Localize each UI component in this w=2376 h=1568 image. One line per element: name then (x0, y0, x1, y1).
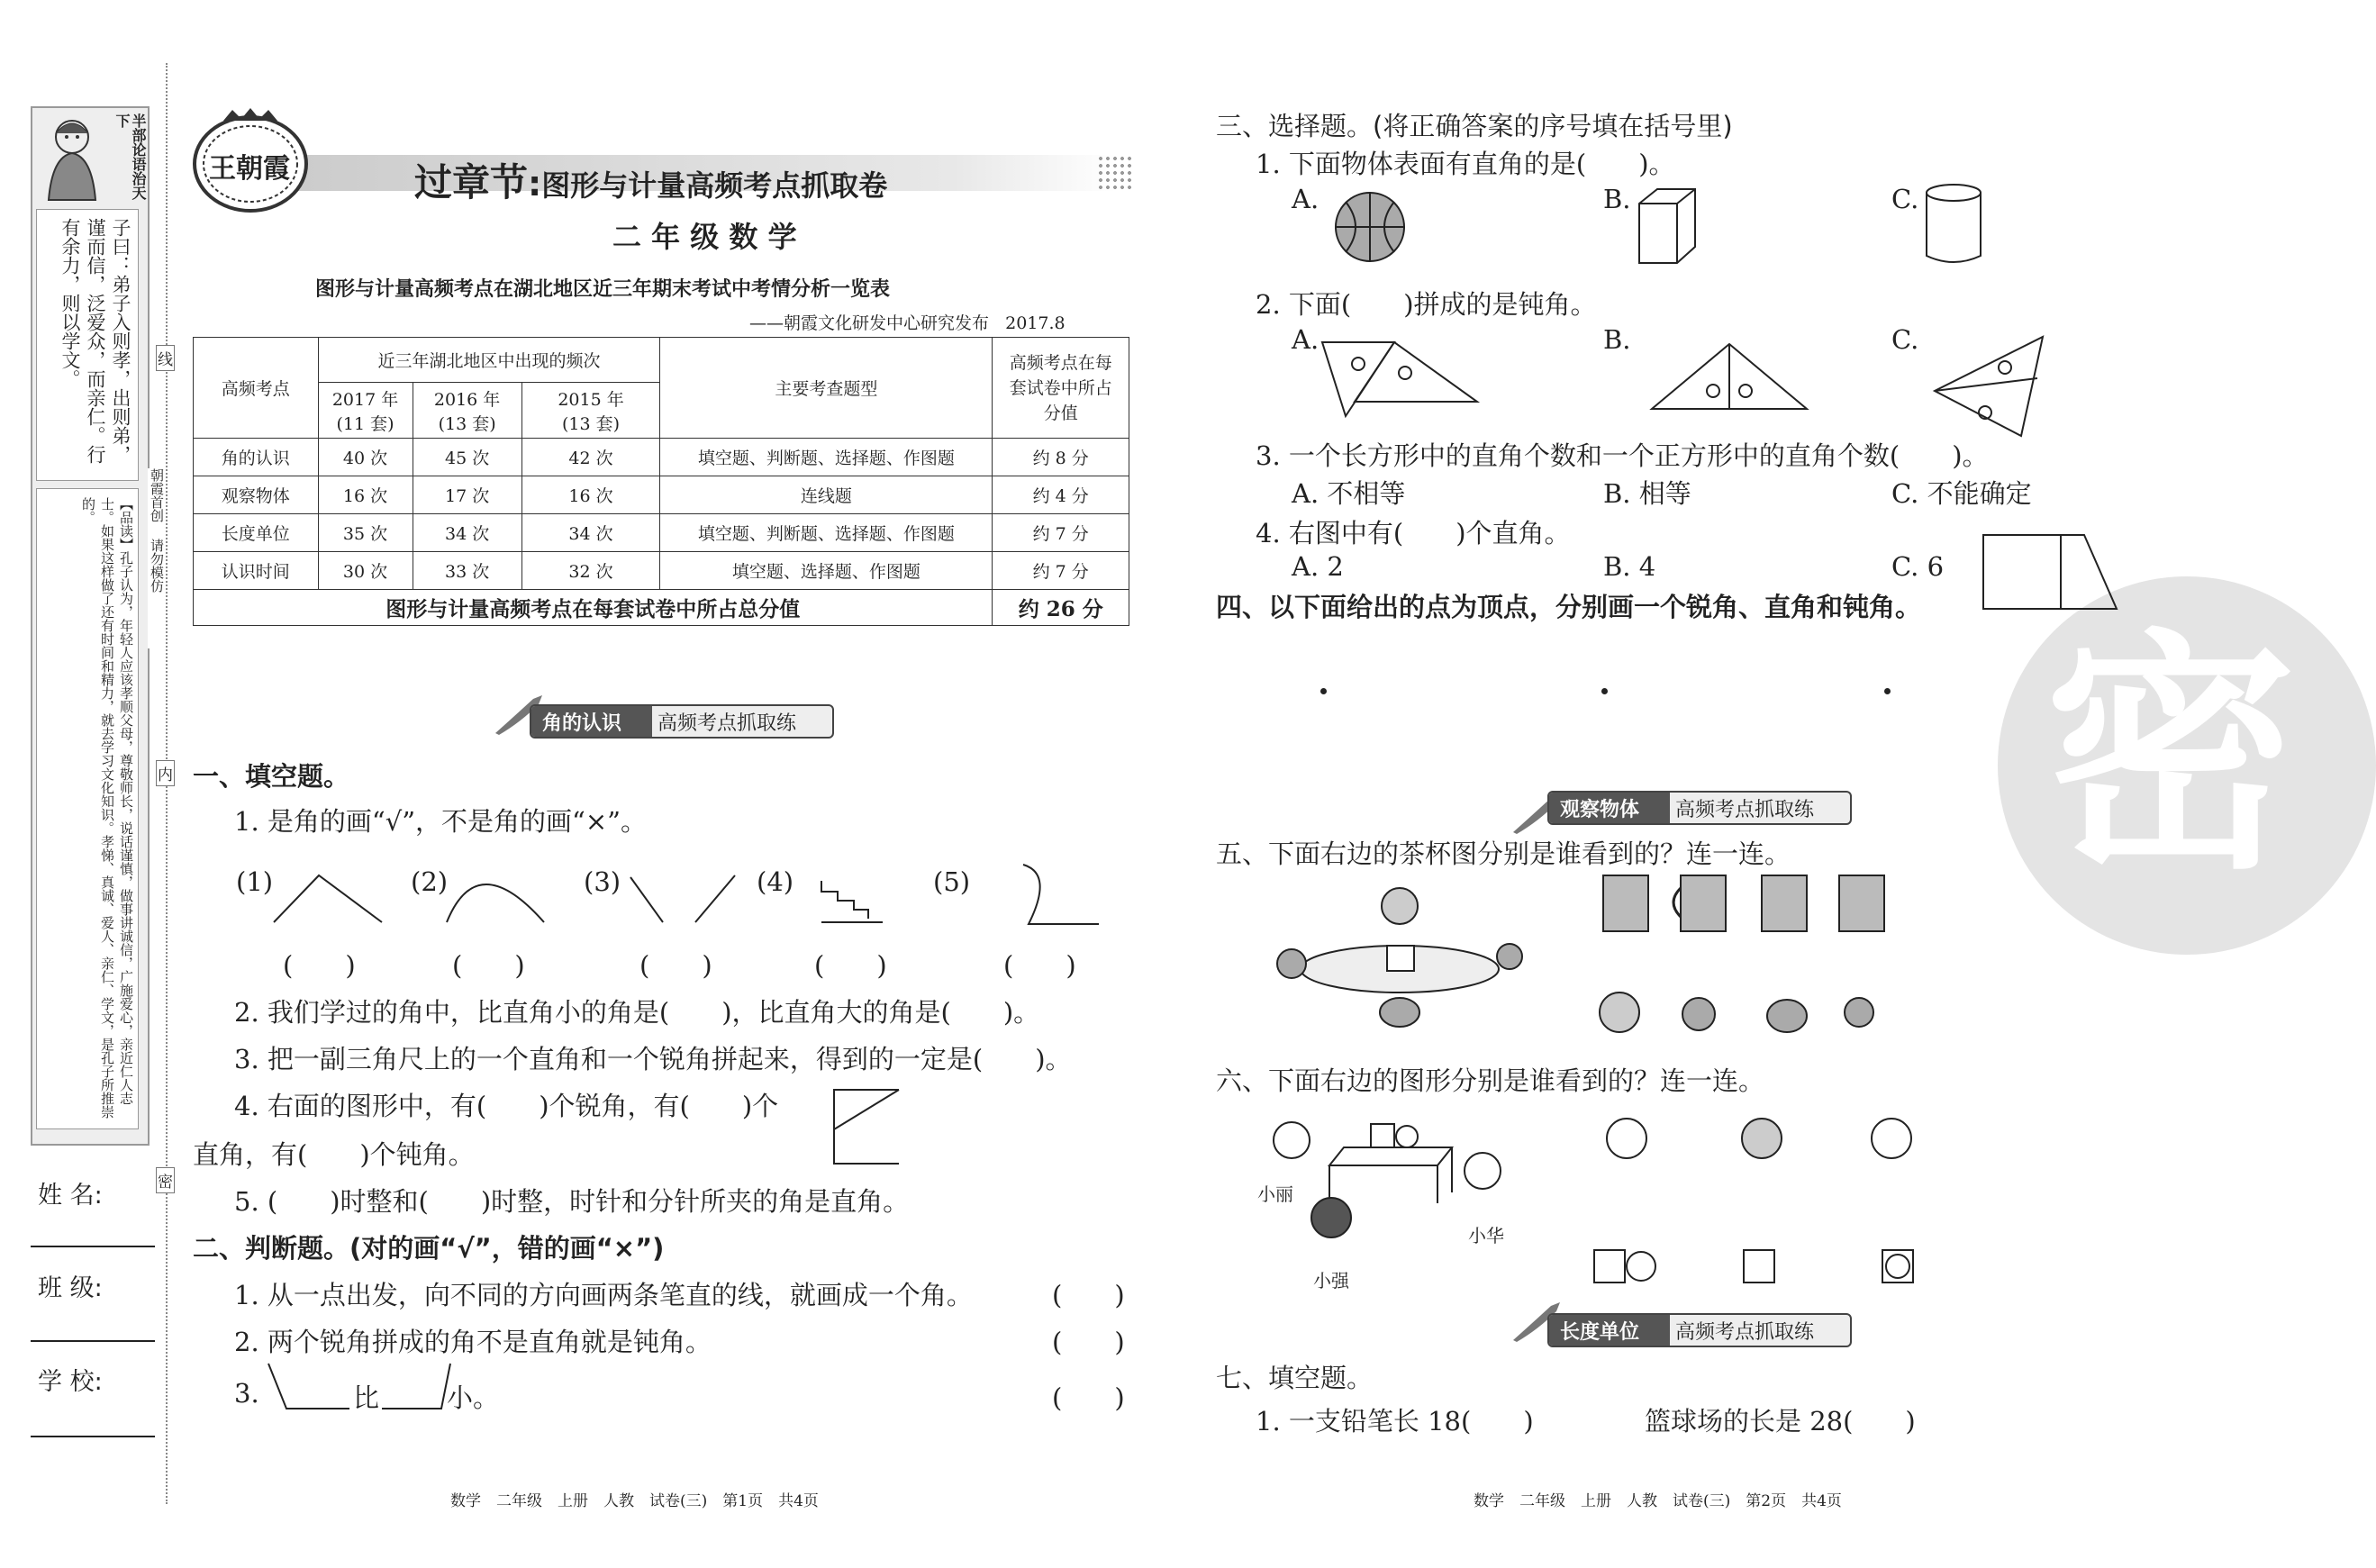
cell-2017: 16 次 (318, 476, 413, 514)
figure-angle-1 (274, 875, 382, 922)
part2-q3-num: 3. (234, 1378, 259, 1409)
p3q2-label-c: C. (1891, 324, 1919, 355)
title-rest: 图形与计量高频考点抓取卷 (541, 168, 888, 203)
p3q4-opt-a: A. 2 (1292, 551, 1344, 582)
shape-views (1591, 1246, 1924, 1288)
cuboid-icon (1636, 186, 1699, 267)
name-line[interactable] (31, 1246, 155, 1247)
banner-length (1547, 1313, 1852, 1347)
figure-stairs-4 (821, 881, 868, 919)
basketball-icon (1329, 189, 1410, 265)
title-prefix: 过章节 (414, 160, 529, 204)
th-types: 主要考查题型 (660, 338, 993, 439)
confucius-illustration (36, 112, 108, 202)
th-freq: 近三年湖北地区中出现的频次 (318, 338, 660, 383)
table-source-org: ——朝霞文化研发中心研究发布 (749, 313, 990, 333)
th-year-2017 (318, 383, 413, 439)
copyright-note: 朝霞首创 请勿模仿 (148, 468, 166, 648)
cell-2017: 35 次 (318, 514, 413, 552)
fold-mark-line: 线 (156, 345, 175, 371)
stats-table (193, 337, 1129, 626)
part1-heading: 一、填空题。 (193, 761, 350, 792)
part5-heading: 五、下面右边的茶杯图分别是谁看到的？连一连。 (1216, 838, 1791, 869)
p3q4-opt-c: C. 6 (1891, 551, 1945, 582)
banner-observe (1547, 791, 1852, 825)
total-value: 约 26 分 (993, 590, 1129, 626)
cell-score: 约 7 分 (993, 514, 1129, 552)
p3q2-label-b: B. (1603, 324, 1631, 355)
name-label: 姓 名: (38, 1182, 103, 1210)
cell-types: 填空题、判断题、选择题、作图题 (660, 514, 993, 552)
banner-observe-label: 高频考点抓取练 (1675, 798, 1815, 821)
banner-length-topic: 长度单位 (1549, 1315, 1670, 1346)
cell-2015: 16 次 (521, 476, 660, 514)
kid-views (1594, 1111, 1927, 1183)
q1-label-1: (1) (236, 866, 274, 897)
part3-q4: 4. 右图中有( )个直角。 (1256, 518, 1571, 548)
triangles-b (1648, 340, 1810, 412)
footer-right: 数学 二年级 上册 人教 试卷(三) 第2页 共4页 (1474, 1492, 1842, 1510)
part2-heading: 二、判断题。(对的画“√”，错的画“×”) (193, 1233, 665, 1264)
p3q1-label-b: B. (1603, 184, 1631, 214)
figure-curve-5 (1023, 865, 1099, 924)
q1-label-3: (3) (584, 866, 621, 897)
part3-q1: 1. 下面物体表面有直角的是( )。 (1256, 149, 1675, 179)
cell-2017: 30 次 (318, 552, 413, 590)
q1-answer-5[interactable]: ( ) (1003, 950, 1076, 981)
cell-2017: 40 次 (318, 439, 413, 476)
cell-topic: 认识时间 (194, 552, 319, 590)
page-title (414, 153, 887, 207)
animal-views (1589, 976, 1895, 1045)
table-source (749, 310, 1066, 334)
table-row (194, 552, 1129, 590)
table-row (194, 514, 1129, 552)
q1-label-5: (5) (933, 866, 971, 897)
th-year-label: 2015 年 (558, 389, 624, 410)
logo-text: 王朝霞 (209, 153, 290, 185)
title-colon: : (528, 164, 542, 204)
q1-answer-1[interactable]: ( ) (283, 950, 356, 981)
p3q4-figure (1978, 531, 2122, 612)
name-xiaoqiang: 小强 (1313, 1270, 1349, 1292)
th-year-label: 2016 年 (433, 389, 501, 410)
q1-label-4: (4) (757, 866, 794, 897)
q1-answer-4[interactable]: ( ) (814, 950, 887, 981)
p3q3-opt-b: B. 相等 (1603, 478, 1691, 509)
cell-2016: 34 次 (413, 514, 521, 552)
th-year-label: 2017 年 (331, 389, 399, 410)
cell-2016: 17 次 (413, 476, 521, 514)
part1-q4b: 直角，有( )个钝角。 (193, 1139, 475, 1170)
part2-q2: 2. 两个锐角拼成的角不是直角就是钝角。 (234, 1327, 712, 1357)
table-source-date: 2017.8 (1005, 313, 1066, 333)
vertex-dot-2[interactable] (1601, 688, 1608, 694)
school-label: 学 校: (38, 1368, 103, 1396)
cell-score: 约 4 分 (993, 476, 1129, 514)
th-year-sets: (13 套) (562, 413, 621, 434)
fold-mark-inner: 内 (156, 760, 175, 786)
desk-scene (1257, 1108, 1528, 1288)
figure-line-3b (695, 875, 735, 922)
part6-heading: 六、下面右边的图形分别是谁看到的？连一连。 (1216, 1065, 1765, 1096)
class-line[interactable] (31, 1340, 155, 1342)
table-row (194, 439, 1129, 476)
cell-topic: 观察物体 (194, 476, 319, 514)
q1-figures (261, 856, 1126, 937)
part7-q1a: 1. 一支铅笔长 18( ) (1256, 1406, 1534, 1437)
part3-q3: 3. 一个长方形中的直角个数和一个正方形中的直角个数( )。 (1256, 440, 1989, 471)
name-xiaoli: 小丽 (1257, 1183, 1293, 1205)
part2-q1-answer[interactable]: ( ) (1052, 1280, 1125, 1310)
school-line[interactable] (31, 1436, 155, 1437)
banner-angles (530, 704, 834, 739)
banner-observe-topic: 观察物体 (1549, 793, 1670, 823)
th-year-2015 (521, 383, 660, 439)
q1-label-2: (2) (411, 866, 449, 897)
cell-types: 填空题、判断题、选择题、作图题 (660, 439, 993, 476)
watermark-text: 密 (2045, 610, 2297, 903)
p3q1-label-c: C. (1891, 184, 1919, 214)
part1-q3: 3. 把一副三角尺上的一个直角和一个锐角拼起来，得到的一定是( )。 (234, 1044, 1072, 1074)
banner-angles-topic: 角的认识 (531, 706, 652, 737)
sidebar (31, 106, 146, 1142)
part2-q2-answer[interactable]: ( ) (1052, 1327, 1125, 1357)
q4-figure (830, 1086, 902, 1167)
footer-left: 数学 二年级 上册 人教 试卷(三) 第1页 共4页 (450, 1492, 819, 1510)
p3q2-label-a: A. (1292, 324, 1319, 355)
cell-types: 连线题 (660, 476, 993, 514)
banner-length-label: 高频考点抓取练 (1675, 1320, 1815, 1344)
cell-2016: 33 次 (413, 552, 521, 590)
total-label: 图形与计量高频考点在每套试卷中所占总分值 (194, 590, 993, 626)
th-score: 高频考点在每套试卷中所占分值 (993, 338, 1129, 439)
triangles-c (1931, 335, 2046, 441)
cell-types: 填空题、选择题、作图题 (660, 552, 993, 590)
banner-angles-label: 高频考点抓取练 (657, 711, 797, 735)
table-row (194, 476, 1129, 514)
name-xiaohua: 小华 (1468, 1225, 1504, 1246)
comment-text: 【品读】孔子认为，年轻人应该孝顺父母，尊敬师长，说话谨慎，做事讲诚信，广施爱心，亲近仁人志士。如果这样做了还有时间和精力，就去学习文化知识。孝悌、真诚、爱人、亲仁、学文，是孔子所推崇的。 (80, 497, 134, 1119)
cell-topic: 角的认识 (194, 439, 319, 476)
th-year-2016 (413, 383, 521, 439)
dotted-ornament (1097, 155, 1131, 191)
triangles-a (1319, 333, 1481, 420)
figure-arc-2 (447, 884, 544, 922)
cell-2015: 34 次 (521, 514, 660, 552)
p3q3-opt-a: A. 不相等 (1292, 478, 1406, 509)
table-total-row (194, 590, 1129, 626)
part1-q5: 5. ( )时整和( )时整，时针和分针所夹的角是直角。 (234, 1186, 910, 1217)
cell-score: 约 7 分 (993, 552, 1129, 590)
quote-text: 子曰：弟子入则孝，出则弟，谨而信，泛爱众，而亲仁。行有余力，则以学文。 (59, 218, 131, 464)
part2-q3-answer[interactable]: ( ) (1052, 1382, 1125, 1413)
th-topic: 高频考点 (194, 338, 319, 439)
cell-2016: 45 次 (413, 439, 521, 476)
part2-q1: 1. 从一点出发，向不同的方向画两条笔直的线，就画成一个角。 (234, 1280, 973, 1310)
sidebar-motto: 半部论语治天下 (113, 113, 147, 200)
p3q4-opt-b: B. 4 (1603, 551, 1656, 582)
cylinder-icon (1922, 182, 1985, 267)
th-year-sets: (11 套) (336, 413, 394, 434)
part7-q1b: 篮球场的长是 28( ) (1645, 1406, 1916, 1437)
cup-views (1600, 870, 1897, 942)
part2-q3-mid: 比 (353, 1382, 380, 1413)
fold-mark-seal: 密 (156, 1167, 175, 1193)
tea-scene (1256, 870, 1544, 1041)
part4-heading: 四、以下面给出的点为顶点，分别画一个锐角、直角和钝角。 (1216, 592, 1922, 622)
q1-answer-2[interactable]: ( ) (452, 950, 525, 981)
p3q3-opt-c: C. 不能确定 (1891, 478, 2032, 509)
cell-score: 约 8 分 (993, 439, 1129, 476)
cell-2015: 42 次 (521, 439, 660, 476)
part1-q1: 1. 是角的画“√”，不是角的画“×”。 (234, 806, 647, 837)
class-label: 班 级: (38, 1274, 103, 1302)
p3q1-label-a: A. (1292, 184, 1319, 214)
part2-q3-end: 小。 (447, 1382, 500, 1413)
q1-answer-3[interactable]: ( ) (639, 950, 712, 981)
vertex-dot-3[interactable] (1884, 688, 1891, 694)
part3-q2: 2. 下面( )拼成的是钝角。 (1256, 289, 1597, 320)
cell-topic: 长度单位 (194, 514, 319, 552)
th-year-sets: (13 套) (438, 413, 496, 434)
cell-2015: 32 次 (521, 552, 660, 590)
subtitle: 二 年 级 数 学 (612, 220, 797, 254)
part7-heading: 七、填空题。 (1216, 1363, 1374, 1393)
part1-q4a: 4. 右面的图形中，有( )个锐角，有( )个 (234, 1091, 779, 1121)
table-title: 图形与计量高频考点在湖北地区近三年期末考试中考情分析一览表 (315, 278, 891, 301)
part1-q2: 2. 我们学过的角中，比直角小的角是( )，比直角大的角是( )。 (234, 997, 1040, 1028)
part3-heading: 三、选择题。(将正确答案的序号填在括号里) (1216, 111, 1733, 141)
vertex-dot-1[interactable] (1320, 688, 1327, 694)
figure-line-3a (630, 877, 663, 922)
